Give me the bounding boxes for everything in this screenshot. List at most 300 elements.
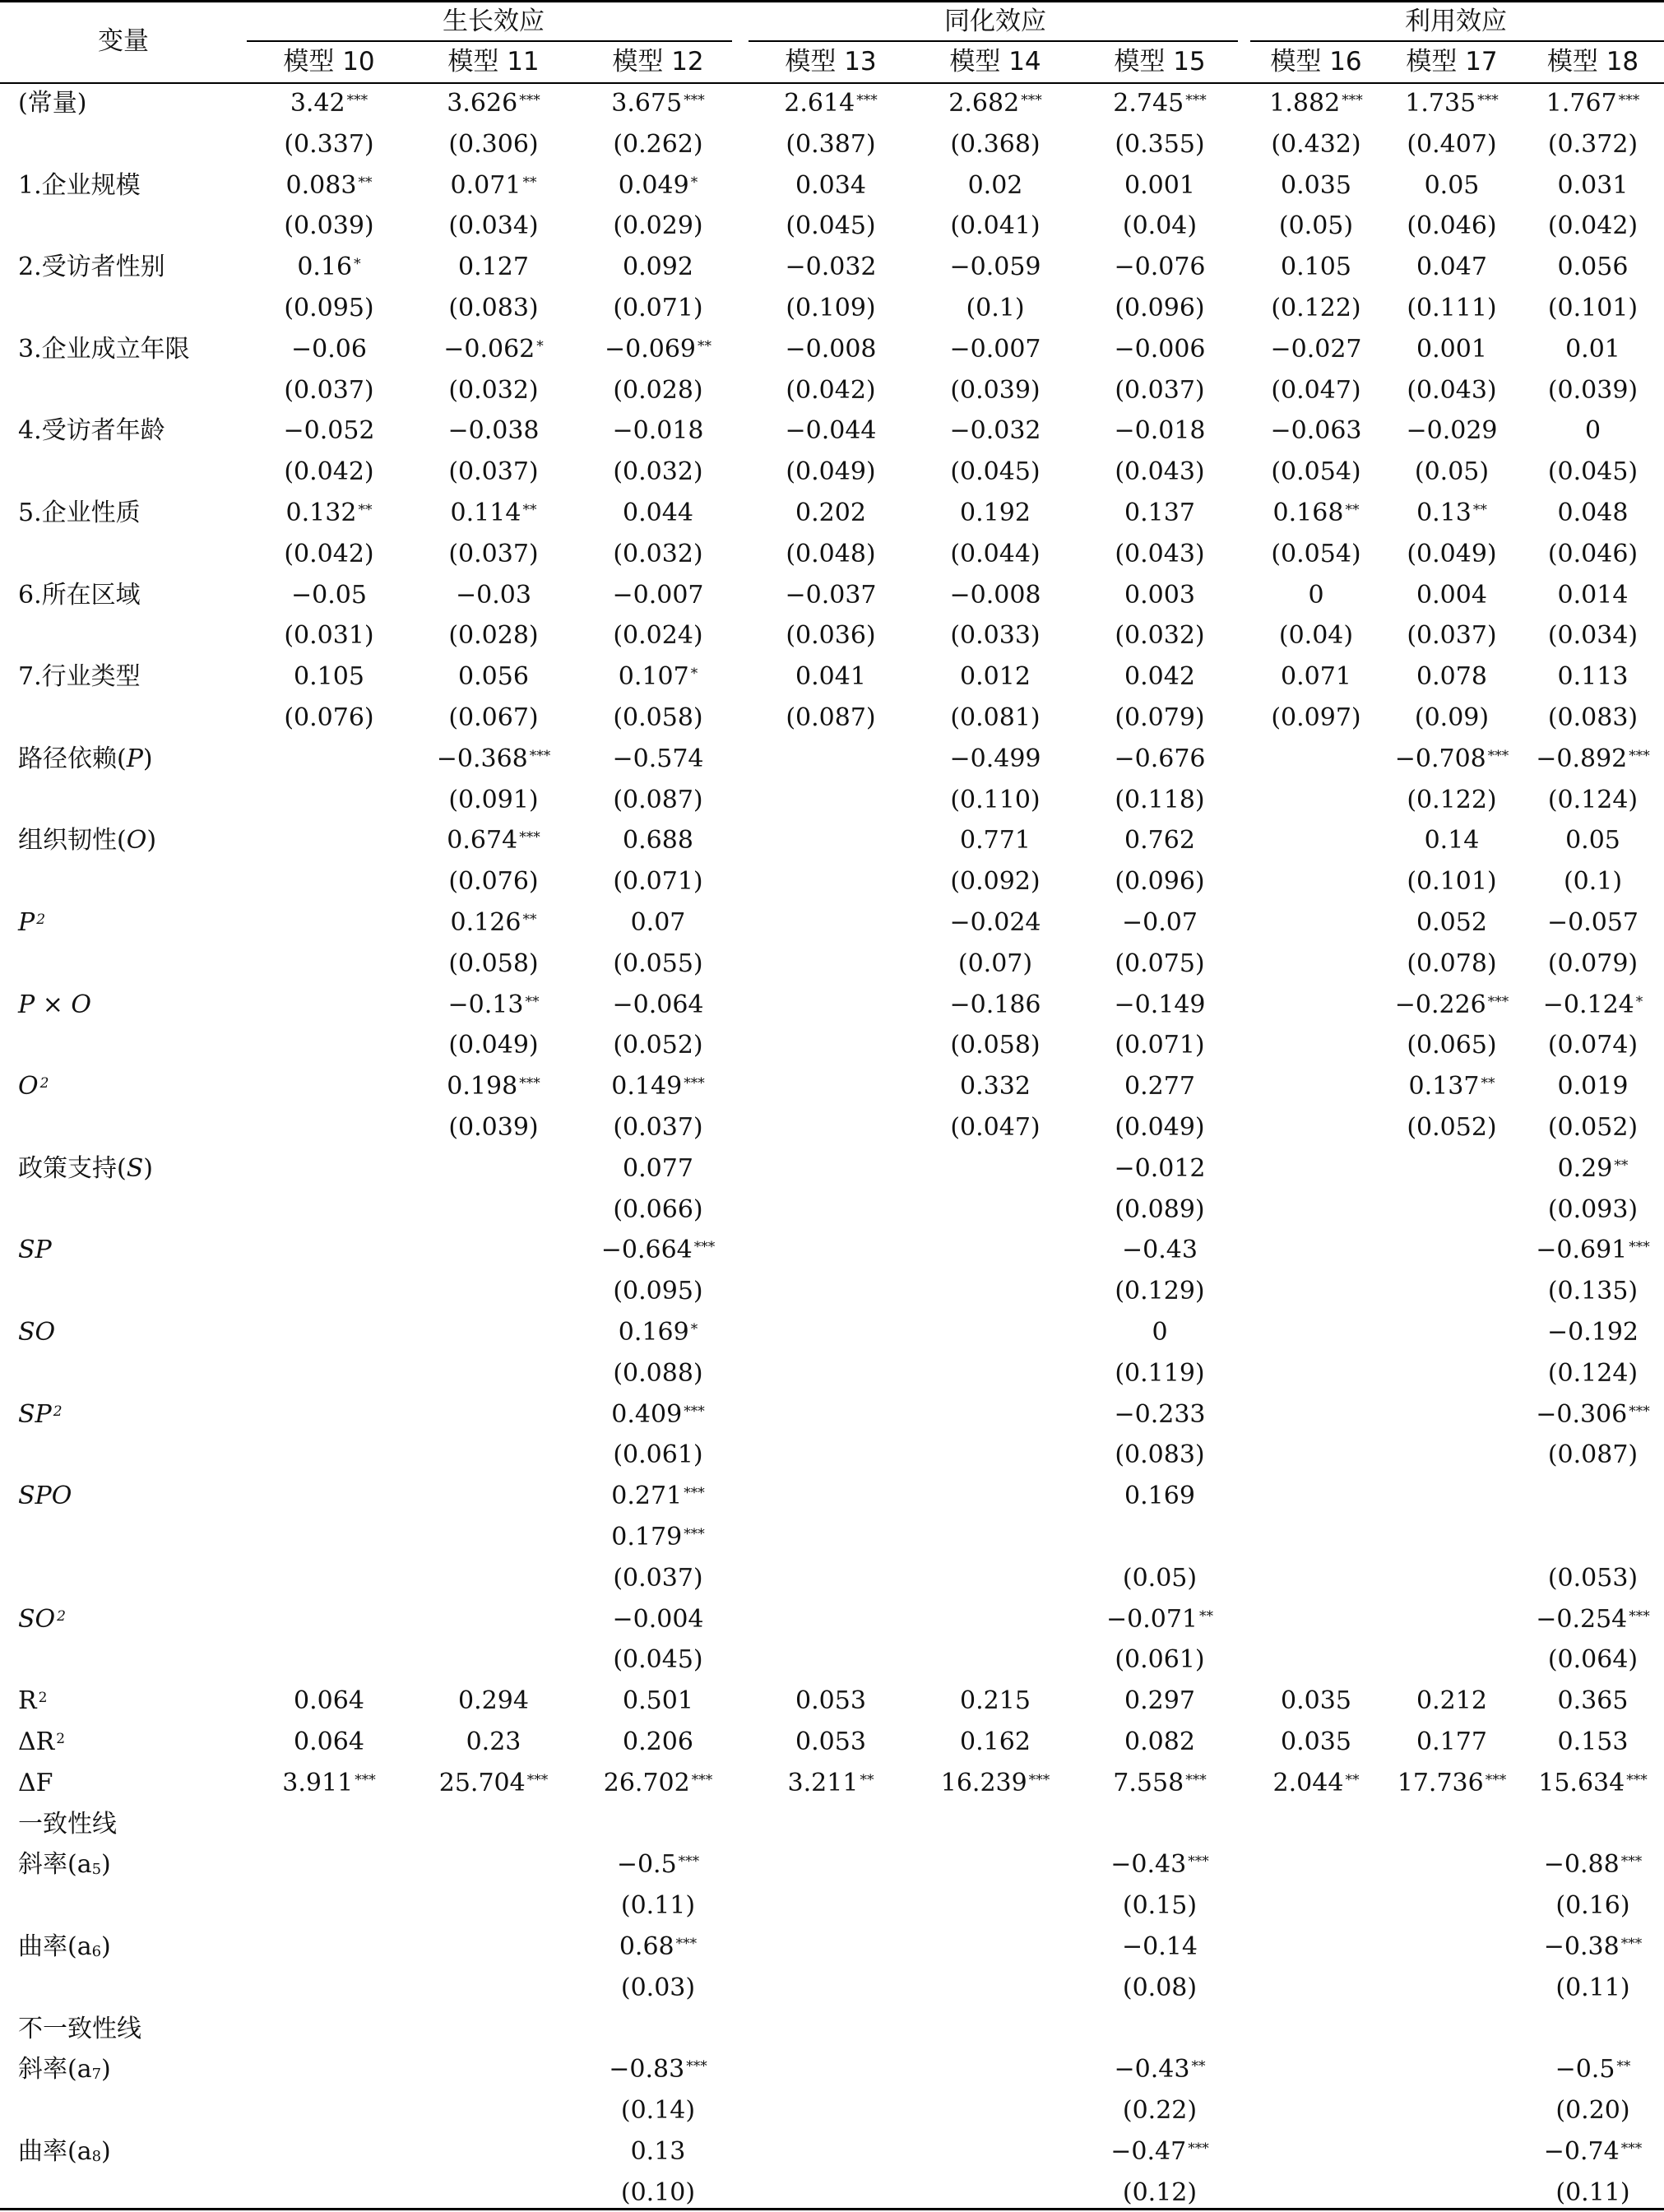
- table-cell: [1250, 538, 1382, 571]
- table-cell: [247, 1685, 411, 1718]
- cell-value: 0.056: [1557, 253, 1629, 282]
- cell-value: (0.095): [613, 1277, 703, 1306]
- cell-value: 0.277: [1124, 1072, 1195, 1101]
- cell-value: (0.032): [1115, 621, 1205, 651]
- cell-value: (0.039): [950, 375, 1041, 405]
- table-cell: [1522, 1194, 1664, 1227]
- cell-value: 0.044: [623, 499, 693, 527]
- table-cell: [1382, 169, 1522, 202]
- table-cell: [576, 1029, 740, 1062]
- cell-value: 0.001: [1124, 170, 1195, 200]
- table-cell: [1078, 1562, 1242, 1595]
- table-cell: [1522, 292, 1664, 325]
- table-cell: [1522, 1234, 1664, 1267]
- table-cell: [1382, 702, 1522, 735]
- table-cell: [1078, 784, 1242, 817]
- cell-value: 0.365: [1557, 1686, 1629, 1716]
- significance-stars: ***: [686, 2058, 707, 2075]
- table-cell: [576, 579, 740, 612]
- cell-value: 0.169: [618, 1318, 689, 1347]
- table-cell: [749, 538, 913, 571]
- cell-value: (0.037): [448, 539, 539, 568]
- table-cell: [913, 579, 1078, 612]
- table-cell: [913, 1070, 1078, 1103]
- row-label: 6.所在区域: [18, 580, 141, 610]
- table-cell: [1078, 907, 1242, 939]
- cell-value: (0.061): [1115, 1645, 1205, 1675]
- cell-value: (0.032): [448, 375, 539, 405]
- cell-value: (0.088): [613, 1358, 703, 1388]
- table-cell: [1078, 456, 1242, 489]
- cell-value: (0.071): [613, 294, 703, 322]
- cell-value: 0.019: [1557, 1072, 1629, 1101]
- significance-stars: ***: [346, 92, 368, 109]
- cell-value: (0.109): [786, 294, 876, 322]
- cell-value: −0.691: [1536, 1236, 1628, 1265]
- cell-value: 0.297: [1124, 1686, 1195, 1716]
- significance-stars: **: [1481, 1075, 1495, 1092]
- cell-value: (0.337): [284, 129, 374, 159]
- cell-value: 0.169: [1124, 1482, 1195, 1511]
- table-cell: [411, 128, 576, 161]
- table-cell: [1078, 87, 1242, 120]
- cell-value: (0.076): [284, 703, 374, 732]
- table-cell: [247, 661, 411, 693]
- cell-value: (0.028): [448, 621, 539, 651]
- cell-value: (0.262): [613, 129, 703, 159]
- cell-value: (0.118): [1115, 785, 1205, 814]
- cell-value: 0.409: [611, 1399, 683, 1429]
- cell-value: 25.704: [438, 1768, 526, 1797]
- cell-value: −0.708: [1394, 744, 1486, 773]
- cell-value: −0.027: [1270, 334, 1362, 364]
- significance-stars: ***: [1477, 92, 1499, 109]
- cell-value: (0.037): [613, 1563, 703, 1593]
- table-cell: [1250, 619, 1382, 652]
- cell-value: (0.083): [1547, 703, 1639, 732]
- group-rule-growth: [247, 40, 732, 42]
- table-cell: [576, 128, 740, 161]
- cell-value: (0.09): [1414, 703, 1490, 732]
- table-cell: [411, 210, 576, 243]
- table-cell: [576, 784, 740, 817]
- table-cell: [1382, 497, 1522, 530]
- table-cell: [576, 619, 740, 652]
- cell-value: 0.07: [630, 908, 686, 937]
- cell-value: (0.083): [448, 294, 539, 322]
- cell-value: 0.071: [1281, 662, 1351, 692]
- cell-value: (0.061): [613, 1440, 703, 1470]
- table-cell: [576, 2177, 740, 2210]
- row-label: 4.受访者年龄: [18, 416, 165, 446]
- significance-stars: ***: [1342, 92, 1363, 109]
- cell-value: 15.634: [1538, 1768, 1625, 1797]
- cell-value: 2.682: [948, 89, 1020, 118]
- cell-value: (0.047): [950, 1113, 1041, 1142]
- table-cell: [247, 702, 411, 735]
- table-cell: [576, 824, 740, 857]
- significance-stars: ***: [693, 1239, 716, 1256]
- cell-value: (0.05): [1278, 211, 1354, 241]
- table-cell: [1522, 1357, 1664, 1390]
- cell-value: 0.012: [960, 662, 1031, 692]
- table-cell: [1522, 1275, 1664, 1308]
- cell-value: 0: [1584, 416, 1601, 446]
- cell-value: (0.387): [786, 129, 876, 159]
- cell-value: (0.11): [1555, 2177, 1630, 2207]
- table-cell: [1522, 497, 1664, 530]
- cell-value: −0.13: [447, 990, 524, 1019]
- table-cell: [1382, 865, 1522, 898]
- table-cell: [1522, 1726, 1664, 1759]
- cell-value: (0.119): [1115, 1358, 1205, 1388]
- cell-value: 0.202: [795, 499, 866, 527]
- table-cell: [1522, 1398, 1664, 1431]
- cell-value: 0.064: [294, 1727, 364, 1756]
- cell-value: 0.215: [960, 1686, 1031, 1716]
- table-cell: [411, 1685, 576, 1718]
- significance-stars: ***: [1620, 2140, 1643, 2157]
- cell-value: 0.14: [1424, 826, 1480, 856]
- cell-value: −0.83: [609, 2055, 685, 2084]
- cell-value: −0.43: [1114, 2055, 1190, 2084]
- cell-value: 0.105: [294, 662, 364, 692]
- table-cell: [913, 989, 1078, 1022]
- cell-value: (0.071): [1115, 1031, 1205, 1060]
- row-label: SPO: [18, 1482, 72, 1511]
- table-cell: [1522, 1439, 1664, 1472]
- significance-stars: ***: [519, 829, 540, 846]
- significance-stars: **: [1199, 1607, 1214, 1625]
- table-cell: [576, 210, 740, 243]
- cell-value: −0.574: [612, 744, 704, 773]
- table-cell: [1078, 497, 1242, 530]
- cell-value: −0.029: [1406, 416, 1498, 446]
- table-cell: [1078, 1767, 1242, 1800]
- cell-value: (0.049): [1115, 1113, 1205, 1142]
- cell-value: (0.028): [613, 375, 703, 405]
- table-cell: [913, 661, 1078, 693]
- cell-value: (0.101): [1407, 867, 1497, 897]
- table-cell: [411, 907, 576, 939]
- cell-value: −0.664: [600, 1236, 693, 1265]
- table-cell: [1250, 210, 1382, 243]
- cell-value: 0.064: [294, 1686, 364, 1716]
- table-cell: [576, 1767, 740, 1800]
- table-cell: [913, 784, 1078, 817]
- cell-value: (0.074): [1547, 1031, 1639, 1060]
- table-cell: [411, 579, 576, 612]
- table-cell: [1078, 1316, 1242, 1349]
- significance-stars: **: [1616, 2058, 1631, 2075]
- table-cell: [1382, 292, 1522, 325]
- cell-value: (0.037): [1115, 375, 1205, 405]
- table-cell: [913, 702, 1078, 735]
- cell-value: 26.702: [603, 1768, 690, 1797]
- table-cell: [913, 1029, 1078, 1062]
- table-cell: [913, 87, 1078, 120]
- table-cell: [1078, 1152, 1242, 1185]
- significance-stars: ***: [1487, 993, 1509, 1010]
- cell-value: 3.42: [290, 89, 345, 118]
- table-cell: [576, 333, 740, 366]
- cell-value: 3.911: [282, 1768, 354, 1797]
- cell-value: (0.064): [1547, 1645, 1639, 1675]
- row-label: ΔR $^2$: [18, 1727, 66, 1756]
- table-cell: [1522, 948, 1664, 981]
- cell-value: (0.407): [1407, 129, 1497, 159]
- table-cell: [247, 497, 411, 530]
- cell-value: (0.071): [613, 867, 703, 897]
- cell-value: 0.042: [1124, 662, 1195, 692]
- table-cell: [247, 1726, 411, 1759]
- cell-value: (0.039): [448, 1113, 539, 1142]
- table-cell: [1078, 1685, 1242, 1718]
- table-cell: [1078, 1111, 1242, 1144]
- cell-value: (0.095): [284, 294, 374, 322]
- table-cell: [1078, 702, 1242, 735]
- cell-value: 0.179: [611, 1523, 683, 1551]
- cell-value: (0.079): [1547, 948, 1639, 978]
- cell-value: (0.045): [950, 457, 1041, 487]
- cell-value: 0.113: [1557, 662, 1629, 692]
- table-cell: [1250, 128, 1382, 161]
- row-label: ΔF: [18, 1768, 53, 1797]
- table-cell: [913, 210, 1078, 243]
- cell-value: 0: [1308, 580, 1324, 610]
- table-cell: [1250, 415, 1382, 448]
- significance-stars: ***: [684, 92, 705, 109]
- table-cell: [1382, 456, 1522, 489]
- table-cell: [1382, 1070, 1522, 1103]
- cell-value: −0.008: [785, 334, 877, 364]
- row-label: 不一致性线: [18, 2014, 141, 2043]
- bottom-rule: [0, 2208, 1664, 2210]
- table-cell: [1522, 989, 1664, 1022]
- row-label: 2.受访者性别: [18, 253, 165, 282]
- table-cell: [1382, 907, 1522, 939]
- table-cell: [1078, 1398, 1242, 1431]
- table-cell: [576, 1070, 740, 1103]
- table-cell: [1522, 210, 1664, 243]
- cell-value: (0.355): [1115, 129, 1205, 159]
- cell-value: (0.306): [448, 129, 539, 159]
- table-cell: [913, 1111, 1078, 1144]
- cell-value: (0.066): [613, 1194, 703, 1224]
- table-cell: [576, 87, 740, 120]
- significance-stars: ***: [1620, 1853, 1643, 1871]
- row-label: P $^2$: [18, 908, 46, 937]
- row-label: SP: [18, 1236, 52, 1265]
- table-cell: [411, 1029, 576, 1062]
- table-cell: [411, 619, 576, 652]
- cell-value: 0.041: [795, 662, 866, 692]
- cell-value: (0.033): [950, 621, 1041, 651]
- table-cell: [1250, 251, 1382, 284]
- cell-value: 0.014: [1557, 580, 1629, 610]
- table-cell: [1078, 1480, 1242, 1513]
- table-cell: [1382, 619, 1522, 652]
- cell-value: 1.767: [1546, 89, 1617, 118]
- cell-value: (0.101): [1547, 294, 1639, 322]
- table-cell: [1522, 1767, 1664, 1800]
- table-cell: [576, 538, 740, 571]
- table-cell: [1078, 1194, 1242, 1227]
- table-cell: [576, 1398, 740, 1431]
- table-cell: [1078, 948, 1242, 981]
- table-cell: [1382, 1767, 1522, 1800]
- significance-stars: ***: [856, 92, 878, 109]
- table-cell: [913, 333, 1078, 366]
- table-cell: [576, 1111, 740, 1144]
- table-cell: [411, 824, 576, 857]
- table-cell: [1522, 1644, 1664, 1676]
- significance-stars: **: [358, 174, 373, 191]
- cell-value: (0.047): [1271, 375, 1361, 405]
- cell-value: (0.042): [284, 457, 374, 487]
- cell-value: 0.004: [1416, 580, 1487, 610]
- table-cell: [1250, 333, 1382, 366]
- table-cell: [1522, 743, 1664, 776]
- cell-value: 0.083: [285, 170, 357, 200]
- cell-value: (0.07): [957, 948, 1033, 978]
- table-cell: [749, 87, 913, 120]
- cell-value: 0.212: [1416, 1686, 1487, 1716]
- table-cell: [1522, 907, 1664, 939]
- cell-value: (0.087): [1547, 1440, 1639, 1470]
- table-cell: [749, 497, 913, 530]
- cell-value: (0.045): [613, 1645, 703, 1675]
- row-label: 一致性线: [18, 1809, 117, 1839]
- table-cell: [1078, 1603, 1242, 1636]
- table-cell: [576, 989, 740, 1022]
- table-cell: [576, 251, 740, 284]
- table-cell: [913, 1726, 1078, 1759]
- significance-stars: ***: [519, 92, 540, 109]
- cell-value: 0.071: [450, 170, 521, 200]
- cell-value: 0.049: [618, 170, 689, 200]
- table-cell: [749, 702, 913, 735]
- cell-value: −0.062: [443, 334, 535, 364]
- cell-value: −0.07: [1122, 908, 1198, 937]
- cell-value: (0.1): [966, 294, 1025, 322]
- cell-value: (0.042): [786, 375, 876, 405]
- cell-value: 0.003: [1124, 580, 1195, 610]
- table-cell: [749, 251, 913, 284]
- top-rule: [0, 0, 1664, 2]
- table-cell: [1250, 374, 1382, 407]
- table-cell: [1522, 1562, 1664, 1595]
- cell-value: (0.052): [1407, 1113, 1497, 1142]
- table-cell: [1522, 619, 1664, 652]
- cell-value: (0.12): [1122, 2177, 1198, 2207]
- table-cell: [913, 497, 1078, 530]
- cell-value: (0.036): [786, 621, 876, 651]
- cell-value: 3.626: [447, 89, 518, 118]
- significance-stars: ***: [1028, 1771, 1050, 1788]
- cell-value: (0.053): [1547, 1563, 1639, 1593]
- table-cell: [576, 1521, 740, 1554]
- table-cell: [749, 128, 913, 161]
- table-cell: [1078, 1029, 1242, 1062]
- cell-value: −0.5: [616, 1850, 677, 1880]
- cell-value: −0.88: [1543, 1850, 1620, 1880]
- row-label: 曲率$(a_6)$: [18, 1932, 111, 1961]
- cell-value: (0.432): [1271, 129, 1361, 159]
- table-cell: [1522, 1972, 1664, 2005]
- cell-value: (0.081): [950, 703, 1041, 732]
- significance-stars: *: [690, 1321, 698, 1338]
- significance-stars: **: [860, 1771, 874, 1788]
- table-cell: [913, 374, 1078, 407]
- table-cell: [1250, 292, 1382, 325]
- model-header: 模型 13: [785, 47, 877, 77]
- table-cell: [247, 374, 411, 407]
- significance-stars: *: [536, 337, 544, 355]
- significance-stars: ***: [1629, 747, 1650, 764]
- table-cell: [247, 619, 411, 652]
- table-cell: [576, 292, 740, 325]
- table-cell: [913, 169, 1078, 202]
- significance-stars: *: [690, 174, 698, 191]
- table-cell: [1522, 2177, 1664, 2210]
- cell-value: −0.064: [612, 990, 704, 1019]
- table-cell: [1522, 784, 1664, 817]
- cell-value: (0.043): [1115, 457, 1205, 487]
- cell-value: (0.079): [1115, 703, 1205, 732]
- table-cell: [1522, 1890, 1664, 1922]
- cell-value: 1.735: [1405, 89, 1476, 118]
- table-cell: [1078, 1726, 1242, 1759]
- significance-stars: *: [1635, 993, 1643, 1010]
- cell-value: (0.11): [1555, 1973, 1630, 2002]
- table-cell: [1382, 374, 1522, 407]
- table-cell: [1522, 1931, 1664, 1964]
- cell-value: (0.058): [950, 1031, 1041, 1060]
- table-cell: [1522, 456, 1664, 489]
- cell-value: −0.47: [1110, 2137, 1187, 2166]
- table-cell: [411, 333, 576, 366]
- cell-value: (0.037): [448, 457, 539, 487]
- cell-value: (0.039): [284, 211, 374, 241]
- cell-value: 0.68: [619, 1932, 674, 1961]
- cell-value: (0.049): [1407, 539, 1497, 568]
- cell-value: (0.368): [950, 129, 1041, 159]
- cell-value: (0.075): [1115, 948, 1205, 978]
- table-cell: [411, 948, 576, 981]
- significance-stars: ***: [526, 1771, 549, 1788]
- table-cell: [411, 743, 576, 776]
- significance-stars: ***: [519, 1075, 540, 1092]
- table-cell: [1078, 374, 1242, 407]
- cell-value: (0.031): [284, 621, 374, 651]
- cell-value: −0.233: [1114, 1399, 1206, 1429]
- cell-value: 0.29: [1557, 1153, 1613, 1183]
- table-cell: [1078, 743, 1242, 776]
- table-cell: [1382, 333, 1522, 366]
- table-cell: [576, 948, 740, 981]
- cell-value: 1.882: [1269, 89, 1341, 118]
- cell-value: 0.02: [967, 170, 1023, 200]
- table-cell: [1250, 456, 1382, 489]
- cell-value: −0.069: [604, 334, 697, 364]
- cell-value: 0.114: [450, 499, 521, 527]
- cell-value: −0.063: [1270, 416, 1362, 446]
- cell-value: 0.332: [960, 1072, 1031, 1101]
- significance-stars: ***: [1629, 1403, 1650, 1420]
- model-header: 模型 15: [1114, 47, 1206, 77]
- cell-value: −0.368: [436, 744, 528, 773]
